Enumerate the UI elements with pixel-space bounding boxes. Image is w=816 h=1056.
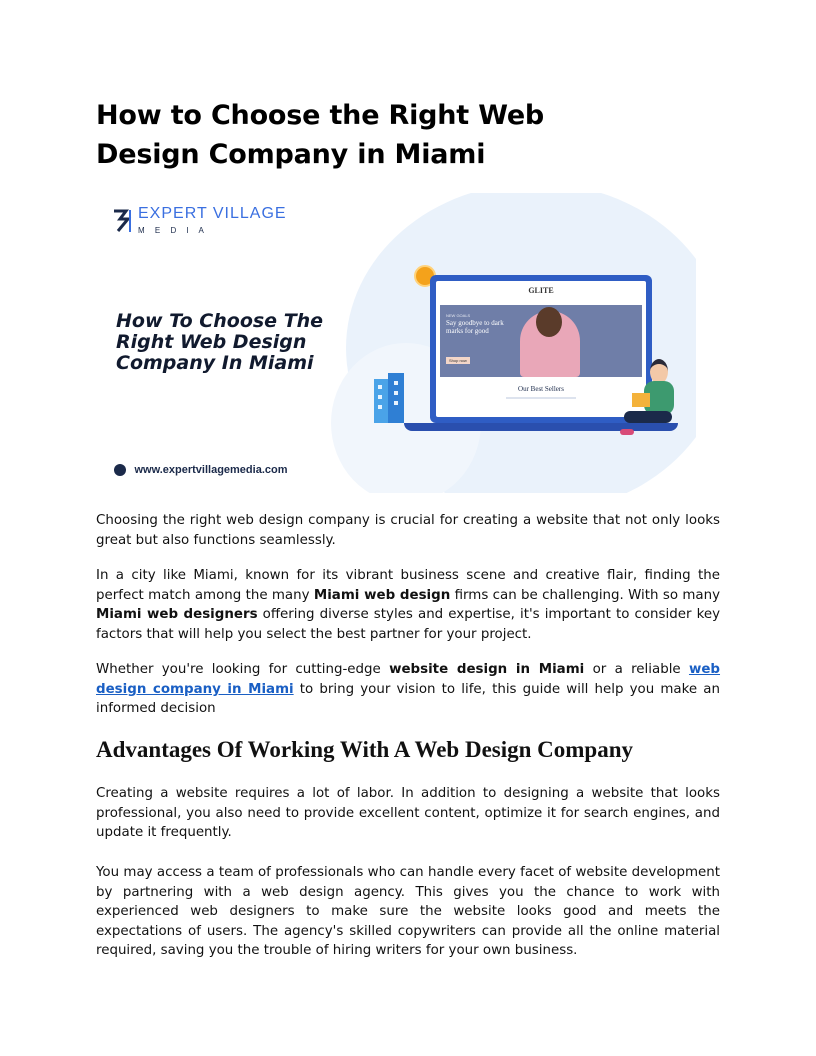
bold-keyword: Miami web designers: [96, 607, 258, 623]
banner-headline: How To Choose The Right Web Design Company In Miami: [116, 310, 324, 374]
brand-logo: [112, 205, 292, 245]
page-title: How to Choose the Right Web Design Company in Miami: [96, 100, 545, 170]
person-shoe: [620, 429, 634, 435]
section-paragraph-1: Creating a website requires a lot of labor. In addition to designing a website that looks professional, you also need to provide excellent content, optimize it for search engines, and update it frequently.: [96, 786, 720, 841]
text-span: In a city like Miami, known for its vibrant business scene and creative flair, finding the perfect match among the many: [96, 568, 720, 603]
hero-banner: [96, 193, 696, 493]
text-span: to bring your vision to life, this guide will help you make an informed decision: [96, 681, 721, 717]
screen-line: [506, 397, 576, 399]
screen-shop-button: Shop now: [446, 357, 470, 364]
brand-name: EXPERT VILLAGE: [138, 205, 287, 222]
person-laptop: [632, 393, 650, 407]
laptop-screen: [436, 281, 646, 417]
building-icon: [372, 371, 406, 425]
intro-paragraph-1: Choosing the right web design company is crucial for creating a website that not only looks great but also functions seamlessly.: [96, 513, 720, 548]
section-heading: Advantages Of Working With A Web Design Company: [96, 737, 634, 762]
website-url: www.expertvillagemedia.com: [134, 463, 288, 476]
brand-logo-icon: [112, 207, 134, 235]
bold-keyword: website design in Miami: [389, 662, 585, 677]
globe-icon: [114, 464, 126, 476]
section-paragraph-2: You may access a team of professionals who can handle every facet of website development by partnering with a web design agency. This gives you the chance to work with experienced web designers to make sure the website looks good and meets the expectations of users. The agency's skilled copywriters can provide all the online material required, saving you the trouble of hiring writers for your own business.: [96, 865, 720, 959]
person-illustration: [616, 353, 696, 448]
bold-keyword: Miami web design: [313, 587, 451, 603]
screen-model-head: [536, 307, 562, 337]
text-span: offering diverse styles and expertise, it's important to consider key factors that will help you select the best partner for your project.: [96, 607, 721, 642]
text-span: firms can be challenging. With so many: [450, 587, 721, 603]
screen-hero: [440, 305, 642, 377]
person-legs: [624, 411, 672, 423]
web-design-company-link[interactable]: web design company in Miami: [96, 662, 721, 697]
intro-paragraph-2: [96, 566, 720, 644]
banner-website: [114, 461, 288, 477]
text-span: Whether you're looking for cutting-edge: [96, 662, 390, 677]
screen-section-title: Our Best Sellers: [518, 385, 564, 393]
screen-hero-text: Say goodbye to dark marks for good: [446, 319, 504, 335]
screen-logo: GLITE: [528, 286, 554, 295]
brand-subtitle: M E D I A: [138, 226, 208, 235]
intro-paragraph-3: [96, 660, 720, 719]
screen-hero-small: NEW GOALS: [446, 313, 471, 318]
text-span: or a reliable: [584, 662, 689, 677]
